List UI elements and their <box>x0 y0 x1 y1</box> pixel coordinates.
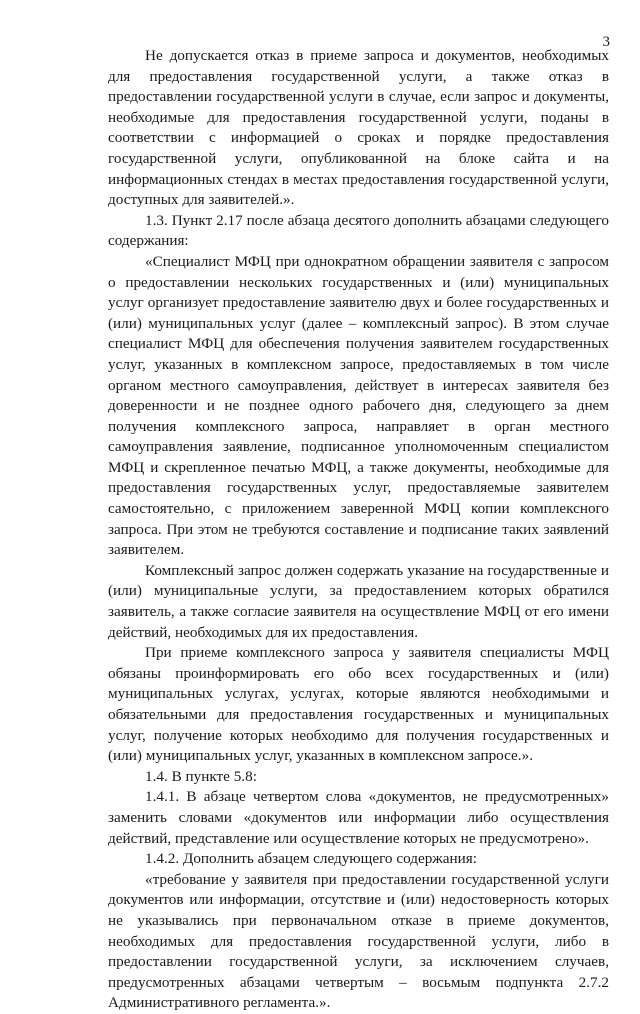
page-number: 3 <box>602 34 610 50</box>
paragraph: Не допускается отказ в приеме запроса и документов, необходимых для предоставления государственной услуги, а также отказ в предоставлении государственной услуги в случае, если запрос и документы, необходимые для предоставления государственной услуги, поданы в соответствии с информацией о сроках и порядке предоставления государственной услуги, опубликованной на блоке сайта и на информационных стендах в местах предоставления государственной услуги, доступных для заявителей.». <box>108 47 609 209</box>
paragraph: 1.4.1. В абзаце четвертом слова «документов, не предусмотренных» заменить словами «документов или информации либо осуществления действий, представление или осуществление которых не предусмотрено». <box>108 788 609 847</box>
paragraph: 1.3. Пункт 2.17 после абзаца десятого дополнить абзацами следующего содержания: <box>108 211 609 250</box>
document-body <box>108 46 609 1014</box>
paragraph: «Специалист МФЦ при однократном обращении заявителя с запросом о предоставлении нескольких государственных и (или) муниципальных услуг организует предоставление заявителю двух и более государственных и (или) муниципальных услуг (далее – комплексный запрос). В этом случае специалист МФЦ для обеспечения получения заявителем государственных услуг, указанных в комплексном запросе, предоставляемых в том числе органом местного самоуправления, действует в интересах заявителя без доверенности и не позднее одного рабочего дня, следующего за днем получения комплексного запроса, направляет в орган местного самоуправления заявление, подписанное уполномоченным специалистом МФЦ и скрепленное печатью МФЦ, а также документы, необходимые для предоставления государственных услуг, предоставляемые заявителем самостоятельно, с приложением заверенной МФЦ копии комплексного запроса. При этом не требуются составление и подписание таких заявлений заявителем. <box>108 252 609 559</box>
paragraph: 1.4. В пункте 5.8: <box>145 767 257 785</box>
paragraph: «требование у заявителя при предоставлении государственной услуги документов или информации, отсутствие и (или) недостоверность которых не указывались при первоначальном отказе в приеме документов, необходимых для предоставления государственной услуги, либо в предоставлении государственной услуги, за исключением случаев, предусмотренных абзацами четвертым – восьмым подпункта 2.7.2 Административного регламента.». <box>108 870 609 1012</box>
paragraph: Комплексный запрос должен содержать указание на государственные и (или) муниципальные услуги, за предоставлением которых обратился заявитель, а также согласие заявителя на осуществление МФЦ от его имени действий, необходимых для их предоставления. <box>108 561 609 641</box>
paragraph: При приеме комплексного запроса у заявителя специалисты МФЦ обязаны проинформировать его обо всех государственных и (или) муниципальных услугах, услугах, которые являются необходимыми и обязательными для предоставления государственных и муниципальных услуг, получение которых необходимо для получения государственных и (или) муниципальных услуг, указанных в комплексном запросе.». <box>108 644 609 765</box>
paragraph: 1.4.2. Дополнить абзацем следующего содержания: <box>145 850 477 868</box>
